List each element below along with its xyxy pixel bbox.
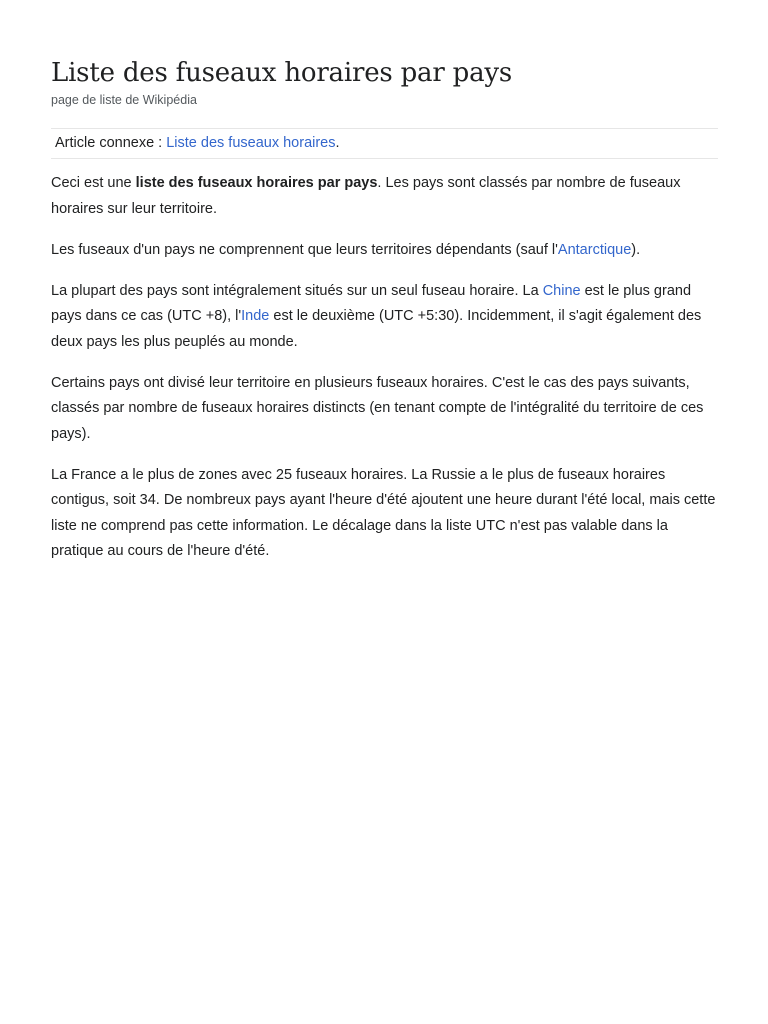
page-subtitle: page de liste de Wikipédia bbox=[51, 93, 197, 107]
intro-paragraph bbox=[51, 171, 718, 222]
link-liste-des-fuseaux-horaires[interactable]: Liste des fuseaux horaires bbox=[166, 135, 336, 151]
intro-text-start: Ceci est une bbox=[51, 175, 136, 191]
intro-bold-term: liste des fuseaux horaires par pays bbox=[135, 175, 378, 191]
dependencies-paragraph bbox=[51, 238, 718, 264]
intro-text-end: . Les pays sont classés par nombre de fuseaux horaires sur leur territoire. bbox=[51, 175, 681, 217]
hatnote-prefix: Article connexe : bbox=[55, 135, 167, 151]
link-chine[interactable]: Chine bbox=[542, 282, 581, 299]
multi-zone-paragraph: Certains pays ont divisé leur territoire en plusieurs fuseaux horaires. C'est le cas des pays suivants, classés par nombre de fuseaux horaires distincts (en tenant compte de l'intégralité du territoire de ces pays). bbox=[51, 374, 704, 442]
single-zone-paragraph bbox=[51, 279, 718, 356]
link-inde[interactable]: Inde bbox=[241, 308, 270, 324]
single-zone-text-middle: est le plus grand pays dans ce cas (UTC +8), l' bbox=[51, 282, 692, 324]
link-antarctique[interactable]: Antarctique bbox=[557, 241, 632, 258]
dependencies-text-end: ). bbox=[631, 241, 641, 258]
dependencies-text-start: Les fuseaux d'un pays ne comprennent que leurs territoires dépendants (sauf l' bbox=[51, 241, 558, 258]
article-content bbox=[51, 0, 718, 565]
single-zone-text-start: La plupart des pays sont intégralement situés sur un seul fuseau horaire. La bbox=[51, 282, 543, 299]
single-zone-text-end: est le deuxième (UTC +5:30). Incidemment, il s'agit également des deux pays les plus peuplés au monde. bbox=[51, 308, 702, 350]
page-title: Liste des fuseaux horaires par pays bbox=[51, 58, 513, 88]
france-russia-paragraph: La France a le plus de zones avec 25 fuseaux horaires. La Russie a le plus de fuseaux horaires contigus, soit 34. De nombreux pays ayant l'heure d'été ajoutent une heure durant l'été local, mais cette liste ne comprend pas cette information. Le décalage dans la liste UTC n'est pas valable dans la pratique au cours de l'heure d'été. bbox=[51, 466, 716, 559]
related-article-hatnote bbox=[51, 128, 718, 159]
hatnote-suffix: . bbox=[335, 135, 340, 151]
